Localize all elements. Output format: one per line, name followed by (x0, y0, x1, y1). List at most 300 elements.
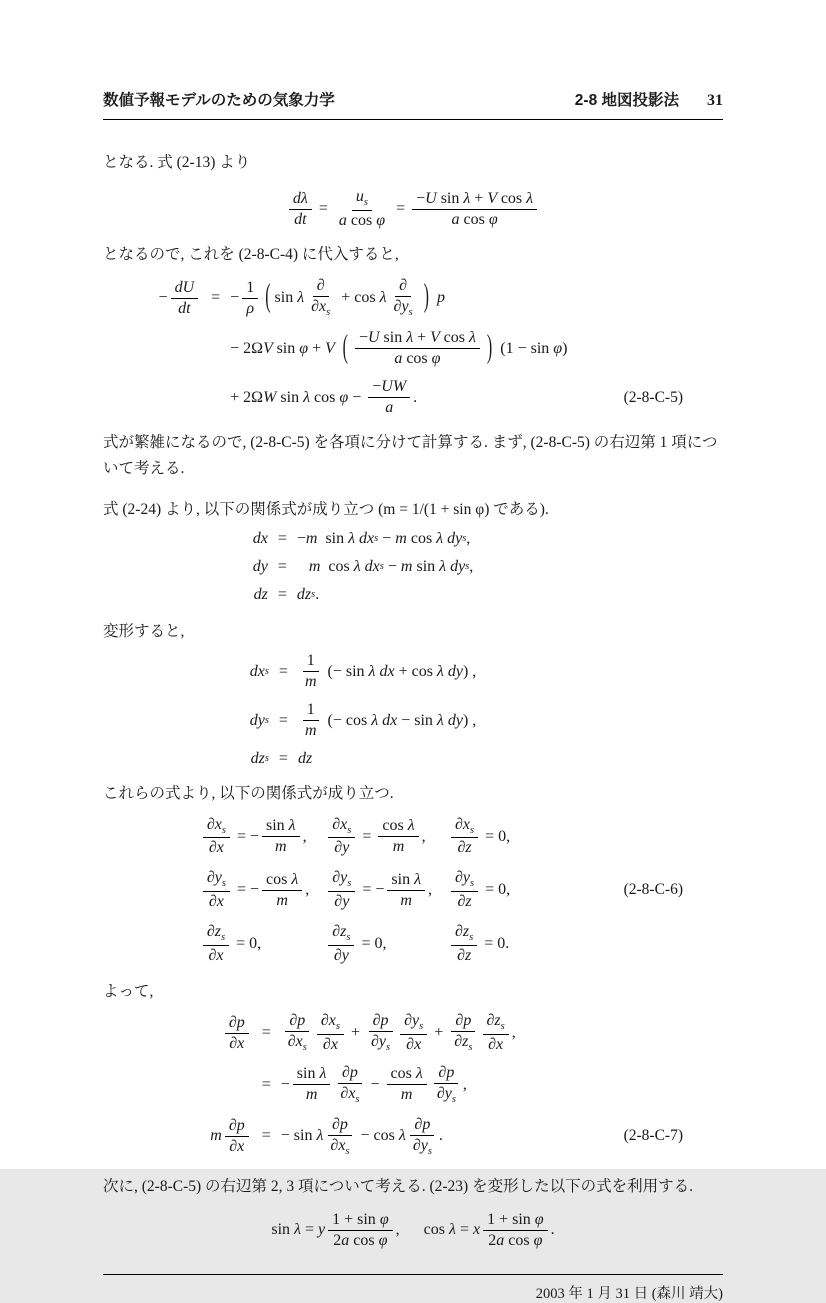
math-mi: ∂x (330, 1136, 346, 1154)
math-mi: φ (533, 1231, 543, 1249)
math-mi: dz (250, 750, 265, 768)
math-mi: λ (415, 1065, 423, 1083)
math-mi: φ (379, 1210, 389, 1228)
math-cell (159, 274, 202, 323)
math-mi: dz (253, 586, 268, 604)
math-mo: . (438, 1127, 443, 1145)
math-cell (210, 1009, 251, 1058)
math-den (205, 892, 228, 911)
math-num (328, 816, 355, 839)
math-mi: λ (526, 189, 534, 207)
math-den (433, 1084, 460, 1106)
math-den (329, 1231, 391, 1250)
math-frac (289, 190, 312, 229)
math-den (225, 1137, 248, 1156)
math-mi: ∂y (334, 839, 350, 857)
math-frac (203, 816, 230, 858)
math-mi: m (305, 530, 318, 548)
math-mi: m (400, 1086, 413, 1104)
math-cell (200, 810, 325, 864)
math-cell (200, 917, 325, 971)
math-mi: λ dx (368, 662, 395, 680)
math-mi: dt (294, 210, 307, 228)
math-subscript: s (386, 1042, 391, 1054)
math-num (203, 923, 229, 946)
math-frac (328, 816, 355, 858)
math-num (285, 1012, 309, 1032)
math-sp (103, 836, 200, 837)
math-subscript: s (427, 1145, 432, 1157)
math-num (352, 188, 372, 211)
math-mi: ∂z (454, 1033, 469, 1051)
math-mo: = (358, 827, 376, 845)
math-mi: ∂y (332, 869, 348, 887)
math-num (303, 652, 319, 672)
math-mo: . (550, 1221, 555, 1239)
math-den (447, 210, 501, 229)
math-mi: λ (288, 817, 296, 835)
math-mi: ∂p (289, 1012, 306, 1030)
math-mo: − sin (397, 711, 437, 729)
math-sp (516, 1136, 623, 1137)
math-mi: ∂y (206, 869, 222, 887)
math-mo: cos (406, 350, 432, 368)
math-den (409, 1136, 436, 1158)
math-frac (378, 817, 418, 856)
math-den (307, 297, 334, 319)
math-mi: ∂y (412, 1136, 428, 1154)
math-cell (281, 1059, 516, 1111)
math-sp (103, 595, 253, 596)
math-cell (623, 667, 723, 677)
math-sp (473, 595, 623, 596)
math-cell (298, 745, 476, 773)
math-num (203, 816, 230, 839)
math-sp (103, 720, 250, 721)
math-sp (103, 539, 253, 540)
math-mi: λ dx (348, 530, 375, 548)
math-mo: cos (500, 189, 527, 207)
math-mo: − (230, 289, 240, 307)
math-mo: − (358, 329, 368, 347)
math-mi: ρ (246, 299, 255, 317)
math-den (205, 838, 228, 857)
math-den (272, 891, 292, 910)
math-frac (451, 923, 477, 965)
math-subscript: s (220, 932, 226, 944)
math-mi: dU (174, 278, 195, 296)
math-mi: V (325, 339, 339, 357)
math-subscript: s (500, 1021, 505, 1033)
math-cell (253, 553, 268, 581)
math-mi: ∂p (455, 1012, 472, 1030)
math-frac (284, 1012, 311, 1054)
math-den (335, 211, 389, 230)
math-frac (387, 871, 425, 910)
math-mo: (1 − sin (496, 339, 554, 357)
math-mi: a (341, 1231, 354, 1249)
math-frac (433, 1064, 460, 1106)
math-sp (476, 720, 623, 721)
math-cell (623, 716, 723, 726)
math-mi: m (392, 838, 405, 856)
paragraph-1: となる. 式 (2-13) より (103, 154, 251, 171)
math-mo: , cos (395, 1221, 449, 1239)
math-num (355, 329, 480, 349)
math-cell (250, 707, 269, 735)
math-mi: λ (407, 817, 415, 835)
paragraph-4: 式 (2-24) より, 以下の関係式が成り立つ (m = 1/(1 + sin φ) である). (103, 500, 549, 518)
math-mi: V (263, 339, 277, 357)
math-den (390, 349, 444, 368)
math-num (328, 923, 354, 946)
math-cell: (2-8-C-7) (623, 1127, 683, 1145)
math-den (450, 1032, 476, 1054)
math-mi: a (385, 399, 394, 417)
equation-sin-cos-lambda (103, 1205, 723, 1256)
math-den (330, 892, 353, 911)
paragraph-6: これらの式より, 以下の関係式が成り立つ. (103, 785, 394, 803)
math-mo: . (413, 388, 418, 406)
math-mo: , (511, 1024, 516, 1042)
math-frac (317, 1012, 344, 1054)
math-mo: = (300, 1221, 318, 1239)
math-mi: λ (468, 329, 476, 347)
math-mi: a (338, 212, 351, 230)
paragraph-2: となるので, これを (2-8-C-4) に代入すると, (103, 246, 399, 264)
math-mi: ∂x (340, 1084, 356, 1102)
math-num (262, 871, 302, 891)
math-cell (159, 344, 202, 354)
math-mi: p (432, 289, 445, 307)
math-mi: u (355, 188, 364, 206)
math-mo: − (366, 1075, 384, 1093)
math-subscript: s (335, 1021, 340, 1033)
math-mo: sin (440, 189, 464, 207)
math-mi: ∂p (228, 1013, 245, 1031)
math-den (402, 1035, 425, 1054)
math-cell (281, 1007, 516, 1059)
paragraph-5: 変形すると, (103, 623, 185, 641)
math-sp (103, 759, 250, 760)
math-mo: , (469, 558, 474, 576)
math-mi: ∂x (406, 1035, 422, 1053)
math-mi: φ (299, 339, 309, 357)
math-frac (451, 816, 478, 858)
math-frac (262, 871, 302, 910)
math-mi: ∂p (332, 1115, 348, 1133)
math-mo: − (296, 530, 306, 548)
math-mo: + 2Ω (230, 388, 264, 406)
math-num (483, 1211, 548, 1231)
math-mi: y (318, 1221, 326, 1239)
math-mo: + cos (394, 662, 437, 680)
math-cell (325, 917, 448, 971)
math-mi: a (496, 1231, 509, 1249)
math-mo: sin (416, 558, 440, 576)
math-den (330, 946, 353, 965)
math-subscript: s (347, 824, 352, 836)
math-mo: cos (310, 388, 340, 406)
math-mo: − 2Ω (230, 339, 264, 357)
math-mo: − (280, 1075, 290, 1093)
math-cell (281, 1111, 516, 1163)
math-frac (262, 817, 300, 856)
math-cell: = (261, 1127, 271, 1145)
math-mi: ∂p (438, 1063, 455, 1081)
math-frac (326, 1116, 353, 1158)
math-den (302, 1085, 322, 1104)
math-cell (230, 272, 567, 324)
math-mi: λ (379, 289, 387, 307)
math-num (451, 923, 477, 946)
math-sp (567, 397, 623, 398)
math-den (330, 838, 353, 857)
math-mo (297, 558, 309, 576)
math-mi: ∂x (229, 1137, 245, 1155)
math-cell: (2-8-C-6) (623, 881, 683, 899)
math-sp (526, 890, 623, 891)
math-sp (567, 348, 623, 349)
math-mi: φ (488, 210, 498, 228)
math-mo: − (383, 558, 401, 576)
math-mi: m (210, 1127, 222, 1145)
footer-date: 2003 年 1 月 31 日 (森川 靖大) (535, 1285, 723, 1302)
math-mi: dx (252, 530, 268, 548)
math-mi: m (304, 722, 317, 740)
math-num (328, 869, 355, 892)
math-subscript: s (470, 824, 475, 836)
math-mo: = 0, (481, 881, 511, 899)
math-mi: U (367, 329, 384, 347)
math-frac (203, 869, 230, 911)
math-mi: m (400, 558, 417, 576)
math-cell: = (278, 711, 288, 729)
math-mo: sin (280, 388, 304, 406)
math-mi: ∂x (455, 815, 471, 833)
math-mi: ∂y (333, 946, 349, 964)
math-mi: dz (297, 750, 313, 768)
math-frac (225, 1117, 249, 1156)
math-frac (307, 277, 334, 319)
math-mo: + (470, 189, 488, 207)
math-mi: λ (414, 870, 422, 888)
math-num (410, 1116, 434, 1136)
math-cell (298, 696, 476, 745)
math-mo: + (308, 339, 326, 357)
math-mo: cos (463, 210, 489, 228)
math-cell (201, 344, 230, 354)
math-mo: sin (276, 339, 300, 357)
math-sp (103, 671, 250, 672)
math-subscript: s (465, 560, 470, 572)
math-mo: 1 (306, 701, 315, 719)
math-cell (298, 647, 476, 696)
math-subscript: s (469, 932, 474, 944)
equation-dx-dy-dz (103, 525, 723, 609)
math-mi: λ (294, 1221, 301, 1239)
math-mi: φ (431, 350, 441, 368)
math-mi: V (430, 329, 444, 347)
page-footer (103, 1274, 723, 1303)
math-mi: ∂y (371, 1033, 387, 1051)
math-sp (516, 1033, 623, 1034)
math-mi: m (395, 530, 411, 548)
math-mo: 2 (333, 1231, 342, 1249)
math-sp (526, 944, 623, 945)
math-num (451, 816, 478, 839)
math-num (225, 1014, 249, 1034)
math-subscript: s (379, 560, 384, 572)
math-mi: dy (249, 711, 265, 729)
math-mi: ∂z (455, 923, 470, 941)
math-frac (412, 190, 537, 229)
math-mo: ) , (462, 662, 477, 680)
math-frac (483, 1211, 548, 1250)
math-mo: , (302, 827, 307, 845)
math-frac (335, 188, 389, 230)
math-subscript: s (470, 878, 475, 890)
math-subscript: s (374, 532, 379, 544)
math-cell (623, 832, 723, 842)
math-cell (250, 745, 269, 773)
math-mo: cos (350, 212, 377, 230)
math-sp (103, 397, 159, 398)
math-cell: = (278, 662, 288, 680)
math-num (400, 1012, 427, 1035)
math-mi: λ (297, 289, 305, 307)
math-cell (297, 581, 473, 609)
math-mo: 1 (306, 652, 315, 670)
math-num (317, 1012, 344, 1035)
math-den (290, 210, 310, 229)
math-mi: λ (398, 1127, 406, 1145)
math-cell (623, 562, 723, 572)
math-sp (103, 1136, 210, 1137)
math-mi: dy (252, 558, 268, 576)
math-den (319, 1035, 342, 1054)
math-mi: ∂z (457, 893, 472, 911)
math-den (397, 1085, 417, 1104)
math-mi: x (472, 1221, 481, 1239)
math-mi: ∂y (334, 893, 350, 911)
math-num (483, 1012, 509, 1035)
math-mo: , (462, 1075, 467, 1093)
math-mo: 1 (246, 278, 255, 296)
math-num (313, 277, 329, 297)
math-mo: cos (265, 870, 292, 888)
math-mo: cos (508, 1231, 534, 1249)
math-mi: φ (339, 388, 349, 406)
math-mi: ∂p (342, 1063, 358, 1081)
math-frac (400, 1012, 427, 1054)
paragraph-8: 次に, (2-8-C-5) の右辺第 2, 3 項について考える. (2-23) を変形した以下の式を利用する. (103, 1178, 693, 1196)
math-mo: sin (383, 329, 407, 347)
math-num (225, 1117, 249, 1137)
math-subscript: s (451, 1094, 456, 1106)
math-cell (325, 810, 448, 864)
math-cell (210, 1112, 251, 1161)
math-mo: , (466, 530, 471, 548)
math-mi: m (304, 673, 317, 691)
math-subscript: s (221, 824, 226, 836)
math-mi: λ dy (436, 711, 463, 729)
math-mi: ∂x (287, 1033, 303, 1051)
math-mo: (− sin (323, 662, 369, 680)
math-cell (230, 324, 567, 373)
math-den (484, 1231, 546, 1250)
math-frac (355, 329, 480, 368)
math-cell: = (211, 289, 221, 307)
math-mi: λ dx (371, 711, 398, 729)
math-mo: ) , (462, 711, 477, 729)
math-mo: = − (232, 881, 259, 899)
math-sp (476, 671, 623, 672)
math-den (225, 1034, 248, 1053)
math-mo: − (372, 378, 382, 396)
math-frac (367, 1012, 394, 1054)
math-frac (336, 1064, 363, 1106)
math-mi: ∂z (457, 946, 472, 964)
math-mo: + (346, 1024, 365, 1042)
math-mo: sin (391, 870, 415, 888)
math-mi: m (400, 891, 412, 909)
math-mo: + (430, 1024, 448, 1042)
math-mo: + (413, 329, 431, 347)
math-subscript: s (345, 1145, 350, 1157)
math-mi: ∂z (332, 923, 347, 941)
math-mo: = 0, (232, 935, 262, 952)
math-mo: − (158, 289, 168, 307)
math-sp (103, 1084, 210, 1085)
math-mi: ∂p (372, 1012, 389, 1030)
math-mo: , (428, 881, 433, 899)
math-frac (301, 701, 321, 740)
math-mi: ∂x (332, 815, 348, 833)
math-mo: sin (317, 530, 349, 548)
math-cell: = (261, 1024, 271, 1042)
header-right (575, 88, 723, 110)
math-num (289, 190, 312, 210)
math-sp (473, 539, 623, 540)
math-mo: 2 (488, 1231, 497, 1249)
math-mi: m (275, 838, 287, 856)
math-mo: 1 + sin (332, 1210, 380, 1228)
math-subscript: s (355, 1094, 360, 1106)
math-mo: cos (410, 530, 437, 548)
math-den (284, 1032, 311, 1054)
math-mo: = − (232, 827, 259, 845)
math-mi: λ dx (353, 558, 380, 576)
math-sp (526, 836, 623, 837)
math-subscript: s (221, 878, 226, 890)
math-mi: ∂x (208, 946, 224, 964)
math-ceq (103, 182, 723, 236)
math-subscript: s (346, 932, 351, 944)
math-mo: (− cos (323, 711, 372, 729)
math-num (395, 277, 411, 297)
math-num (434, 1064, 458, 1084)
math-cell (230, 373, 567, 422)
math-frac (409, 1116, 436, 1158)
math-num (451, 869, 478, 892)
math-den (454, 892, 476, 911)
math-mo: = (314, 200, 332, 218)
math-cell (448, 810, 526, 864)
math-num (368, 378, 410, 398)
math-cell (253, 525, 268, 553)
math-subscript: s (468, 1042, 473, 1054)
